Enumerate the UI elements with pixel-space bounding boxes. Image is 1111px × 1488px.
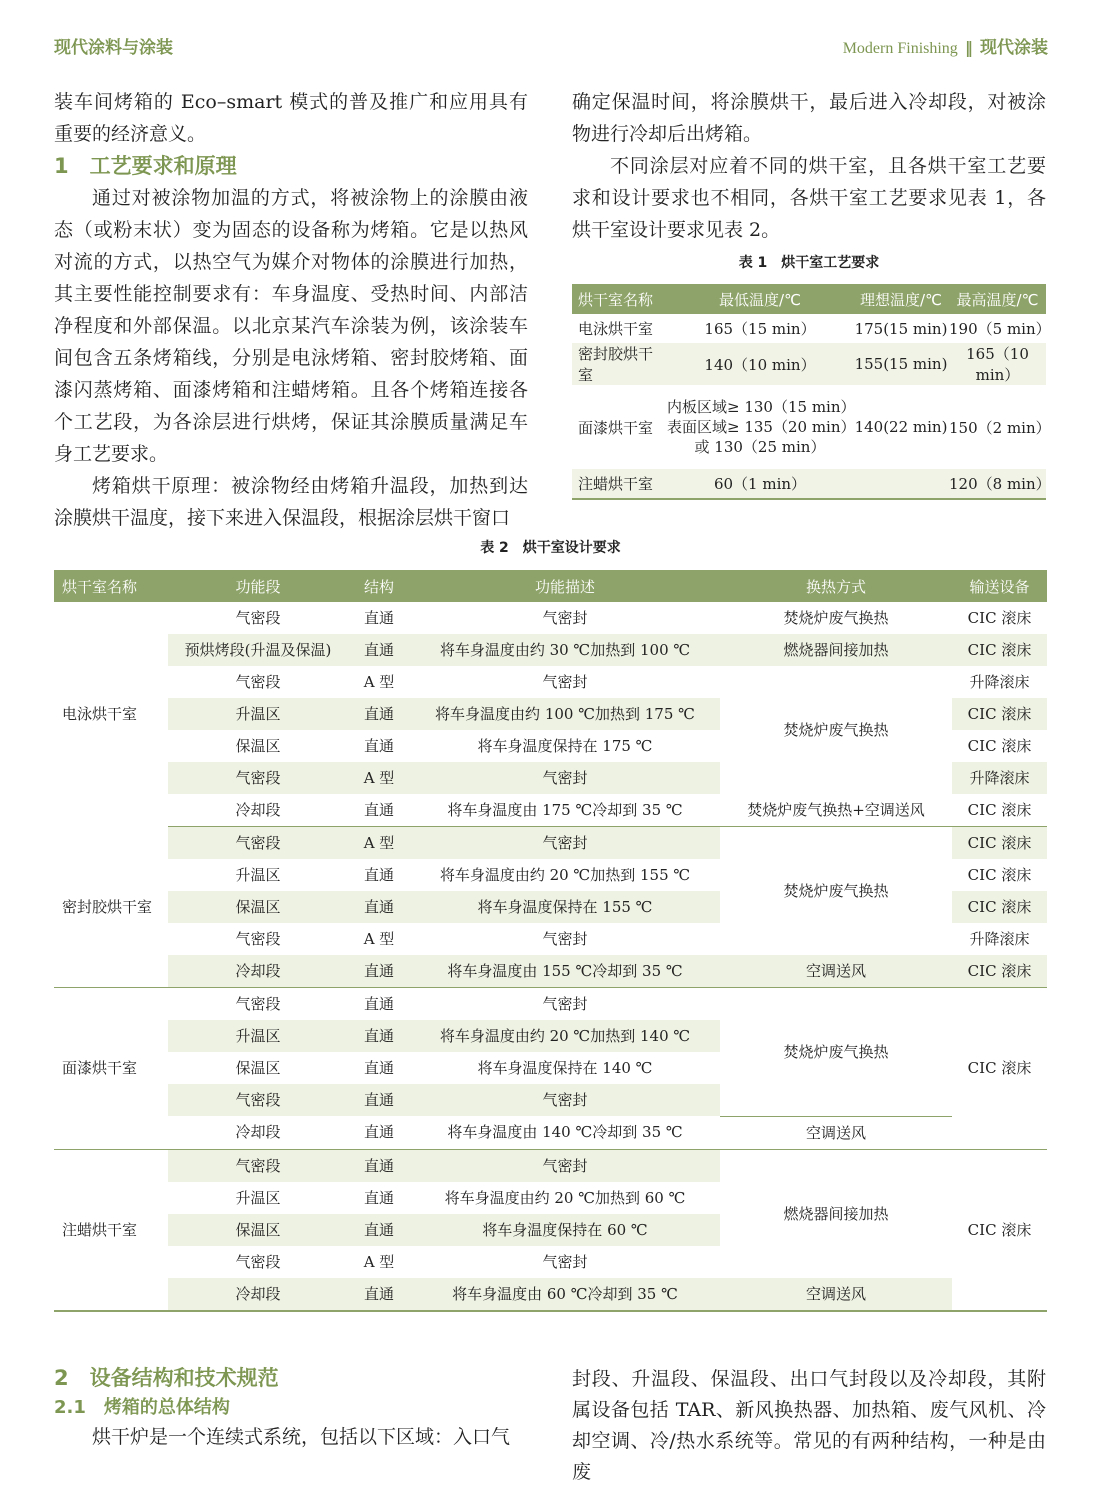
table-cell: 升降滚床: [969, 930, 1030, 948]
table-cell: 气密段: [235, 995, 281, 1013]
table-cell: 将车身温度由约 20 ℃加热到 140 ℃: [410, 1020, 720, 1052]
left-column: [54, 86, 528, 534]
table-cell: A 型: [363, 930, 395, 948]
journal-title-short: 现代涂装: [980, 38, 1048, 58]
table-cell: 140（10 min）: [667, 343, 853, 385]
table-row: [54, 1278, 1047, 1311]
table-row: [572, 469, 1046, 499]
table-cell: 焚烧炉废气换热: [720, 988, 952, 1117]
table-cell: 气密段: [168, 827, 348, 860]
table-cell: 气密段: [168, 1084, 348, 1116]
table-cell: 150（2 min）: [949, 418, 1051, 437]
table-cell: 直通: [363, 1188, 394, 1207]
table1-header: 理想温度/℃: [853, 284, 949, 314]
left-column-bottom: [54, 1362, 528, 1452]
table-row: [54, 666, 1047, 698]
table-cell: A 型: [363, 1252, 395, 1271]
table-cell: CIC 滚床: [952, 988, 1047, 1150]
table-cell: CIC 滚床: [967, 609, 1032, 627]
table1: [572, 284, 1051, 500]
table-cell: 气密封: [542, 1252, 588, 1271]
table-cell: 将车身温度由约 30 ℃加热到 100 ℃: [410, 634, 720, 666]
table-cell: 燃烧器间接加热: [720, 634, 952, 666]
table-cell: 165（10 min）: [949, 343, 1046, 385]
table-row: [54, 634, 1047, 666]
table-cell: 注蜡烘干室: [572, 469, 667, 499]
table-cell: CIC 滚床: [952, 634, 1047, 666]
paragraph: 不同涂层对应着不同的烘干室，且各烘干室工艺要求和设计要求也不相同，各烘干室工艺要求见表 1，各烘干室设计要求见表 2。: [572, 155, 1046, 241]
table-cell: 升温区: [168, 1020, 348, 1052]
table-cell: 直通: [348, 794, 410, 827]
table2-header: 换热方式: [720, 570, 952, 602]
cell-line: 内板区域≥ 130（15 min）: [667, 398, 856, 416]
table1-caption: 表 1 烘干室工艺要求: [738, 255, 880, 271]
table-cell: 将车身温度由 175 ℃冷却到 35 ℃: [410, 794, 720, 827]
table-cell: A 型: [363, 673, 395, 691]
table-cell: 气密段: [168, 762, 348, 794]
journal-title: 现代涂料与涂装: [54, 38, 173, 58]
table-cell: 将车身温度保持在 155 ℃: [410, 891, 720, 923]
table1-header: 最高温度/℃: [949, 284, 1046, 314]
table-cell: 电泳烘干室: [578, 320, 654, 338]
table-row: [54, 988, 1047, 1021]
table-cell: CIC 滚床: [952, 891, 1047, 923]
table-cell: 直通: [348, 1149, 410, 1182]
table-cell: CIC 滚床: [952, 698, 1047, 730]
table-cell: 直通: [363, 866, 394, 884]
table-cell: 气密封: [542, 673, 588, 691]
table1-header: 烘干室名称: [572, 284, 667, 314]
table-cell: 直通: [348, 634, 410, 666]
table-cell: 焚烧炉废气换热: [783, 609, 889, 627]
table-cell: A 型: [348, 762, 410, 794]
table-row: [572, 314, 1046, 343]
oven-name: 密封胶烘干室: [54, 827, 168, 988]
table-cell: 气密段: [235, 673, 281, 691]
table-row: [54, 955, 1047, 988]
table-cell: 将车身温度由约 20 ℃加热到 155 ℃: [439, 866, 691, 884]
table-cell: 165（15 min）: [704, 320, 816, 338]
table-cell: 直通: [348, 698, 410, 730]
table-cell: CIC 滚床: [967, 737, 1032, 755]
table1-header-row: [572, 284, 1046, 314]
table-cell: 焚烧炉废气换热+空调送风: [720, 794, 952, 827]
table-cell: 保温区: [235, 737, 281, 755]
table-cell: 气密封: [410, 1084, 720, 1116]
table-row: [54, 1116, 1047, 1149]
table-cell: 155(15 min): [853, 343, 949, 385]
table-cell: 将车身温度由约 20 ℃加热到 60 ℃: [444, 1188, 686, 1207]
table-cell: 将车身温度由 140 ℃冷却到 35 ℃: [410, 1116, 720, 1149]
table-cell: 气密段: [168, 1149, 348, 1182]
table2-header-row: [54, 570, 1047, 602]
table-cell: 升温区: [235, 866, 281, 884]
table-cell: 冷却段: [168, 955, 348, 988]
table-cell: 冷却段: [168, 1116, 348, 1149]
paragraph: 烘干炉是一个连续式系统，包括以下区域：入口气: [92, 1426, 511, 1448]
table-cell: 气密封: [542, 609, 588, 627]
table2-header: 结构: [348, 570, 410, 602]
table-cell: 60（1 min）: [667, 469, 853, 499]
table-cell: 空调送风: [720, 1278, 952, 1311]
table-cell: 气密封: [410, 1149, 720, 1182]
table-cell: CIC 滚床: [952, 794, 1047, 827]
paragraph: 通过对被涂物加温的方式，将被涂物上的涂膜由液态（或粉末状）变为固态的设备称为烤箱。它是以热风对流的方式，以热空气为媒介对物体的涂膜进行加热，其主要性能控制要求有：车身温度、受热时间、内部洁净程度和外部保温。以北京某汽车涂装为例，该涂装车间包含五条烤箱线，分别是电泳烤箱、密封胶烤箱、面漆闪蒸烤箱、面漆烤箱和注蜡烤箱。且各个烤箱连接各个工艺段，为各涂层进行烘烤，保证其涂膜质量满足车身工艺要求。: [54, 187, 528, 465]
table-cell: 保温区: [235, 1059, 281, 1077]
right-column-bottom: [572, 1364, 1046, 1488]
table-cell: 预烘烤段(升温及保温): [168, 634, 348, 666]
table-row: [54, 1149, 1047, 1182]
table-cell: 冷却段: [168, 794, 348, 827]
table-row: [54, 827, 1047, 860]
table-cell: [853, 469, 949, 499]
table2-header: 烘干室名称: [54, 570, 168, 602]
oven-name: 注蜡烘干室: [62, 1220, 138, 1239]
table-cell: 将车身温度保持在 175 ℃: [477, 737, 653, 755]
table-cell: CIC 滚床: [952, 827, 1047, 860]
table-cell: 120（8 min）: [949, 469, 1046, 499]
table-cell: 直通: [348, 1214, 410, 1246]
table2: [54, 570, 1047, 1312]
table-cell: 冷却段: [168, 1278, 348, 1311]
table2-caption: 表 2 烘干室设计要求: [480, 540, 621, 556]
table-cell: 空调送风: [720, 1116, 952, 1149]
cell-line: 表面区域≥ 135（20 min）: [667, 418, 856, 436]
table-cell: 直通: [363, 737, 394, 755]
journal-title-en: [843, 33, 1048, 58]
table-cell: 焚烧炉废气换热: [783, 882, 889, 900]
paragraph: 确定保温时间，将涂膜烘干，最后进入冷却段，对被涂物进行冷却后出烤箱。: [572, 91, 1046, 145]
table-cell: 直通: [363, 995, 394, 1013]
table-cell: 气密段: [235, 609, 281, 627]
table2-header: 输送设备: [952, 570, 1047, 602]
table-row: [54, 602, 1047, 634]
table-cell: 直通: [348, 1278, 410, 1311]
table-cell: 140(22 min): [854, 418, 948, 436]
header-separator: ‖: [964, 38, 973, 57]
oven-name: 面漆烘干室: [54, 988, 168, 1150]
table-cell: 燃烧器间接加热: [783, 1204, 889, 1223]
table-cell: 气密封: [542, 995, 588, 1013]
table-cell: CIC 滚床: [967, 866, 1032, 884]
table-cell: 气密封: [410, 762, 720, 794]
table-cell: 升降滚床: [969, 673, 1030, 691]
table1-header: 最低温度/℃: [667, 284, 853, 314]
cell-line: 或 130（25 min）: [694, 438, 826, 456]
oven-name: 电泳烘干室: [62, 705, 138, 724]
table-cell: 将车身温度保持在 140 ℃: [477, 1059, 653, 1077]
table-cell: A 型: [348, 827, 410, 860]
table-cell: [667, 385, 856, 469]
table-cell: 175(15 min): [854, 319, 948, 338]
table-cell: CIC 滚床: [967, 1220, 1032, 1239]
table-cell: 气密段: [235, 930, 281, 948]
table-cell: 将车身温度由 60 ℃冷却到 35 ℃: [410, 1278, 720, 1311]
table-cell: 直通: [363, 609, 394, 627]
table-row: [54, 794, 1047, 827]
table-cell: 面漆烘干室: [578, 418, 654, 437]
table-cell: 气密封: [410, 827, 720, 860]
table-cell: 190（5 min）: [949, 320, 1051, 338]
table-cell: 直通: [348, 955, 410, 988]
table-cell: 升温区: [235, 1188, 281, 1207]
table-cell: 直通: [363, 1059, 394, 1077]
table-cell: 升降滚床: [952, 762, 1047, 794]
table-row: [572, 343, 1046, 385]
section-heading-1: 1 工艺要求和原理: [54, 154, 237, 178]
table2-header: 功能描述: [410, 570, 720, 602]
table-cell: 焚烧炉废气换热: [783, 721, 889, 739]
table-cell: 直通: [348, 1116, 410, 1149]
right-column: [572, 86, 1046, 246]
section-heading-2: 2 设备结构和技术规范: [54, 1366, 279, 1390]
table-cell: 直通: [348, 1020, 410, 1052]
table-cell: 气密封: [542, 930, 588, 948]
table-cell: 密封胶烘干室: [572, 343, 667, 385]
table-cell: CIC 滚床: [952, 955, 1047, 988]
table-cell: 空调送风: [720, 955, 952, 988]
table-cell: 直通: [348, 891, 410, 923]
table-cell: 直通: [348, 1084, 410, 1116]
paragraph: 烤箱烘干原理：被涂物经由烤箱升温段，加热到达涂膜烘干温度，接下来进入保温段，根据涂层烘干窗口: [54, 475, 528, 529]
journal-title-english: Modern Finishing: [842, 40, 958, 57]
table-cell: 气密段: [235, 1252, 281, 1271]
paragraph: 封段、升温段、保温段、出口气封段以及冷却段，其附属设备包括 TAR、新风换热器、加热箱、废气风机、冷却空调、冷/热水系统等。常见的有两种结构，一种是由废: [572, 1368, 1046, 1483]
table-cell: 升温区: [168, 698, 348, 730]
subsection-heading: 2.1 烤箱的总体结构: [54, 1397, 230, 1418]
table2-header: 功能段: [168, 570, 348, 602]
table-cell: 保温区: [168, 891, 348, 923]
table-cell: 将车身温度由 155 ℃冷却到 35 ℃: [410, 955, 720, 988]
table-row: [572, 385, 1046, 469]
table-cell: 将车身温度由约 100 ℃加热到 175 ℃: [410, 698, 720, 730]
paragraph: 装车间烤箱的 Eco–smart 模式的普及推广和应用具有重要的经济意义。: [54, 91, 528, 145]
table-cell: 将车身温度保持在 60 ℃: [410, 1214, 720, 1246]
table-cell: 保温区: [168, 1214, 348, 1246]
